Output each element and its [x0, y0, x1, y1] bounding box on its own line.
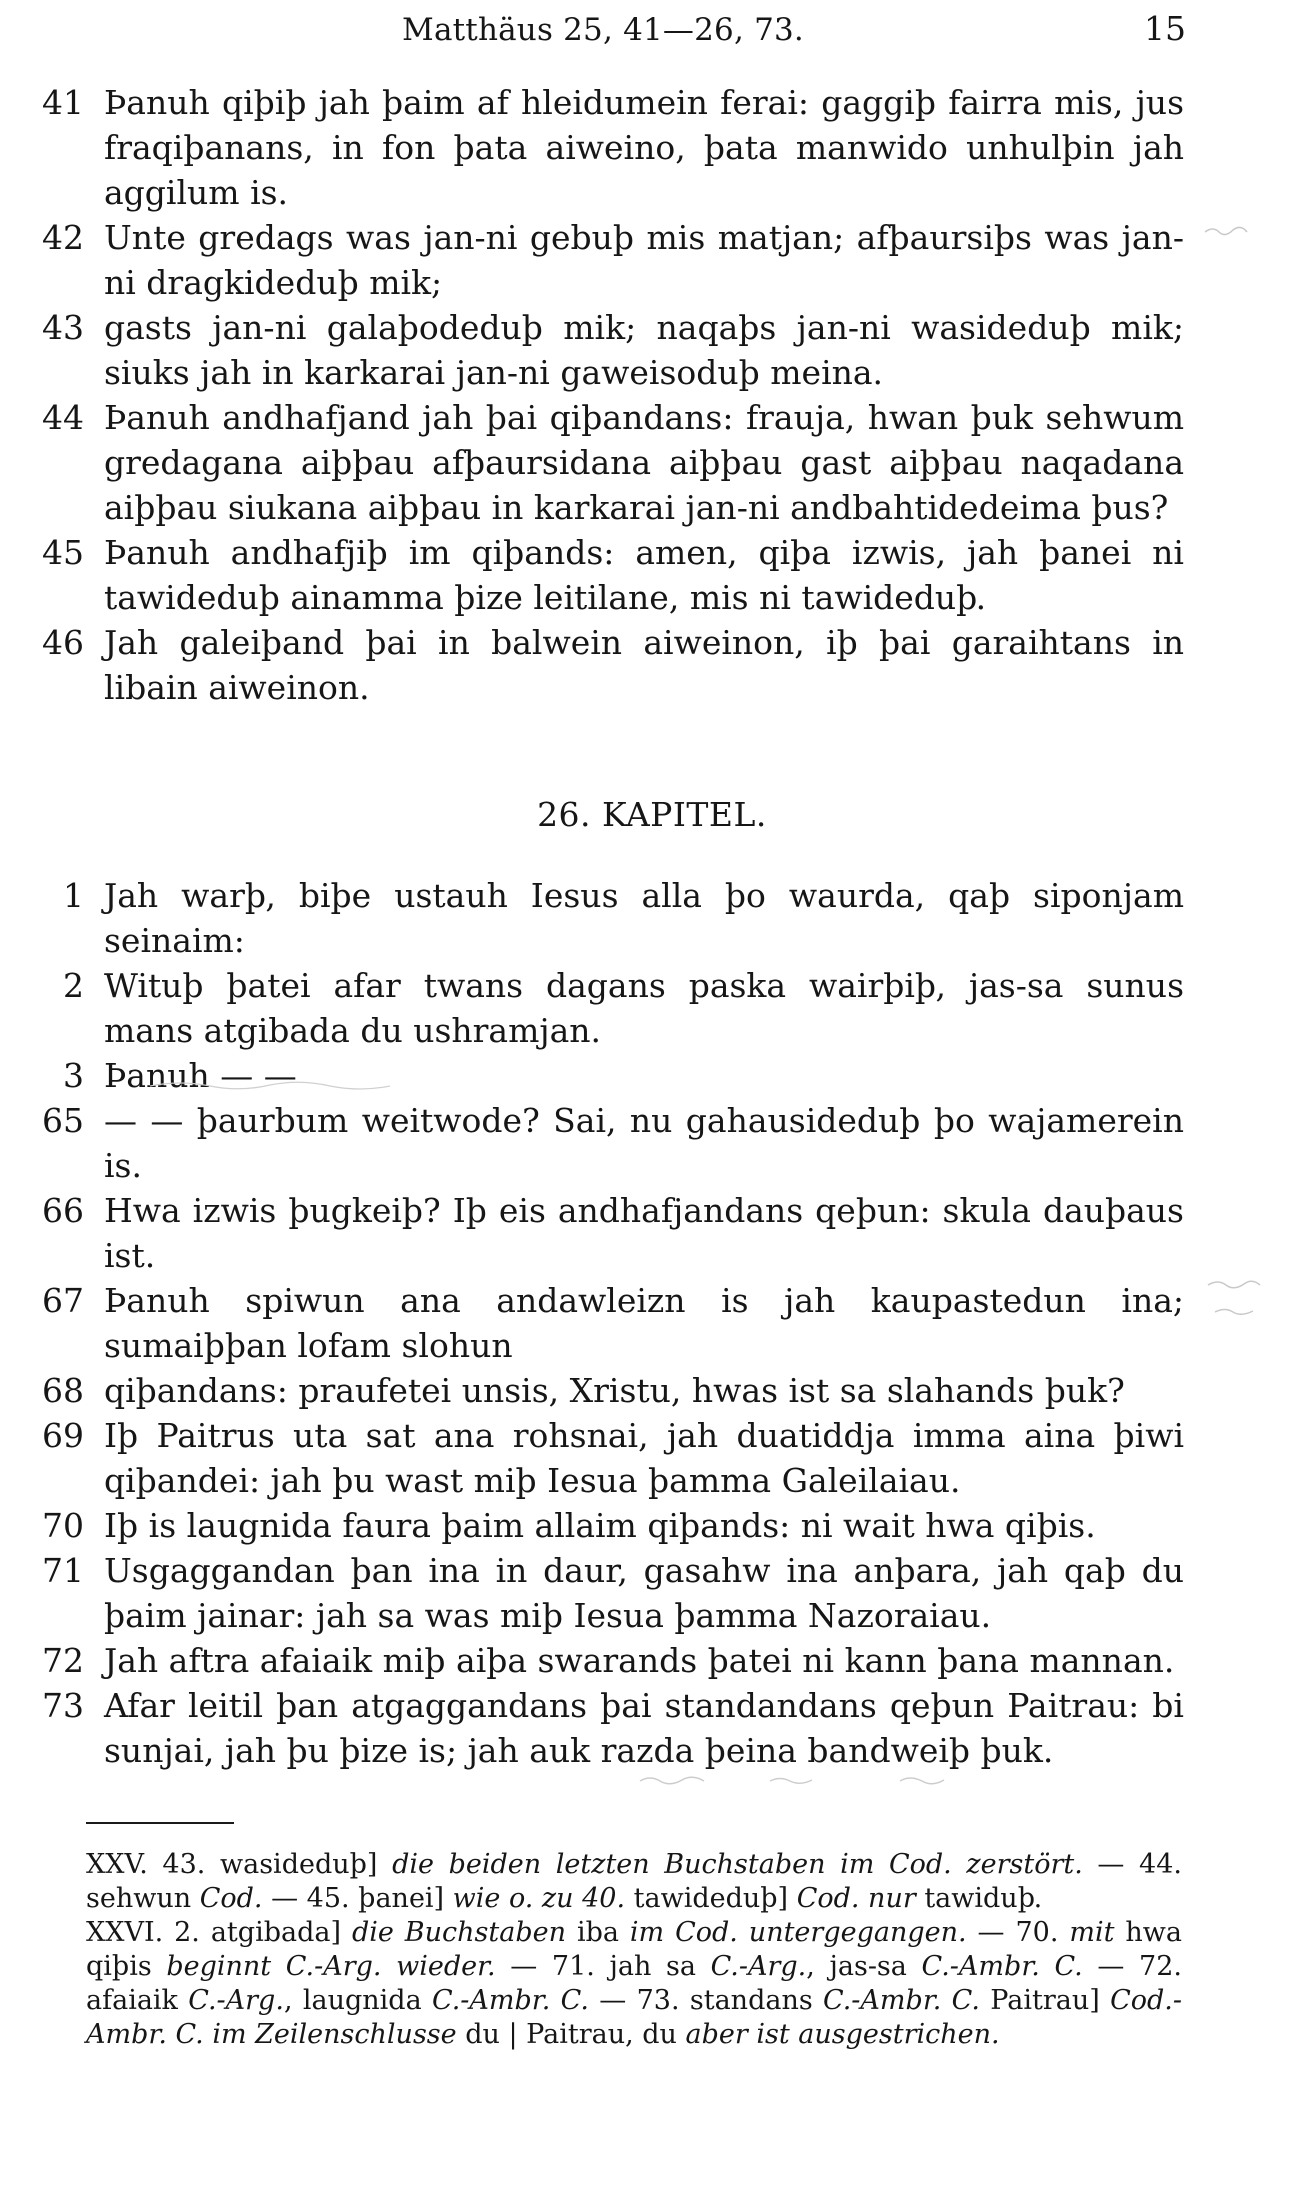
- verse-number: 43: [42, 308, 84, 347]
- verse-text: Þanuh qiþiþ jah þaim af hleidumein ferai: gaggiþ fairra mis, jus fraqiþanans, in fon þata aiweino, þata manwido unhulþin jah aggilum is.: [104, 83, 1184, 212]
- chapter-25-verses: [0, 80, 1304, 710]
- footnote-segment: , laugnida: [283, 1985, 432, 2016]
- verse: [0, 395, 1304, 530]
- footnote-italic-segment: mit: [1069, 1917, 1115, 1948]
- verse: [0, 873, 1304, 963]
- verse-text: Usgaggandan þan ina in daur, gasahw ina anþara, jah qaþ du þaim jainar: jah sa was miþ Iesua þamma Nazoraiau.: [104, 1551, 1184, 1635]
- footnote-italic-segment: aber ist ausgestrichen.: [685, 2019, 1000, 2050]
- footnote-segment: iba: [566, 1917, 630, 1948]
- verse: [0, 1413, 1304, 1503]
- footnote-separator-rule: [86, 1822, 234, 1824]
- footnote-italic-segment: C.-Arg.: [188, 1985, 284, 2016]
- verse-number: 41: [42, 83, 84, 122]
- verse-text: Wituþ þatei afar twans dagans paska wairþiþ, jas-sa sunus mans atgibada du ushramjan.: [104, 966, 1184, 1050]
- footnote-segment: hwa qiþis: [86, 1917, 1182, 1982]
- verse: [0, 1278, 1304, 1368]
- verse-number: 67: [42, 1281, 84, 1320]
- footnote-italic-segment: C.-Ambr. C.: [921, 1951, 1083, 1982]
- verse-text: — — þaurbum weitwode? Sai, nu gahausideduþ þo wajamerein is.: [104, 1101, 1184, 1185]
- verse: [0, 530, 1304, 620]
- verse-text: Afar leitil þan atgaggandans þai standandans qeþun Paitrau: bi sunjai, jah þu þize is; jah auk razda þeina bandweiþ þuk.: [104, 1686, 1184, 1770]
- verse-text: Þanuh andhafjand jah þai qiþandans: frauja, hwan þuk sehwum gredagana aiþþau afþaursidana aiþþau gast aiþþau naqadana aiþþau siukana aiþþau in karkarai jan-ni andbahtidedeima þus?: [104, 398, 1184, 527]
- verse-number: 69: [42, 1416, 84, 1455]
- verse-text: Jah galeiþand þai in balwein aiweinon, iþ þai garaihtans in libain aiweinon.: [104, 623, 1184, 707]
- chapter-26-verses: [0, 873, 1304, 1773]
- verse-text: gasts jan-ni galaþodeduþ mik; naqaþs jan-ni wasideduþ mik; siuks jah in karkarai jan-ni gaweisoduþ meina.: [104, 308, 1184, 392]
- verse-text: Þanuh — —: [104, 1056, 297, 1095]
- page-number: 15: [1144, 9, 1186, 48]
- footnote-segment: — 44. sehwun: [86, 1849, 1182, 1914]
- verse-number: 2: [63, 966, 84, 1005]
- verse: [0, 1548, 1304, 1638]
- pencil-gloss-line: [640, 1777, 944, 1784]
- verse-text: Jah aftra afaiaik miþ aiþa swarands þatei ni kann þana mannan.: [104, 1641, 1175, 1680]
- verse: [0, 1053, 1304, 1098]
- footnote-xxvi: [32, 1916, 1182, 2052]
- footnote-segment: — 71. jah sa: [495, 1951, 711, 1982]
- footnote-italic-segment: Cod.-Ambr. C. im Zeilenschlusse: [86, 1985, 1183, 2050]
- verse-number: 42: [42, 218, 84, 257]
- footnote-segment: tawideduþ]: [625, 1883, 797, 1914]
- verse-text: Unte gredags was jan-ni gebuþ mis matjan; afþaursiþs was jan-ni dragkideduþ mik;: [104, 218, 1184, 302]
- verse: [0, 1098, 1304, 1188]
- verse: [0, 215, 1304, 305]
- footnote-segment: — 73. standans: [588, 1985, 824, 2016]
- footnote-italic-segment: C.-Ambr. C.: [823, 1985, 980, 2016]
- verse-number: 65: [42, 1101, 84, 1140]
- verse: [0, 1368, 1304, 1413]
- footnote-italic-segment: C.-Arg.: [710, 1951, 807, 1982]
- verse-number: 71: [42, 1551, 84, 1590]
- footnote-segment: XXV. 43. wasideduþ]: [86, 1849, 393, 1880]
- chapter-heading: 26. KAPITEL.: [537, 795, 767, 834]
- footnote-segment: tawiduþ.: [915, 1883, 1043, 1914]
- footnote-italic-segment: wie o. zu 40.: [452, 1883, 626, 1914]
- footnote-segment: du | Paitrau, du: [456, 2019, 686, 2050]
- footnote-italic-segment: beginnt C.-Arg. wieder.: [166, 1951, 496, 1982]
- verse-text: Jah warþ, biþe ustauh Iesus alla þo waurda, qaþ siponjam seinaim:: [104, 876, 1184, 960]
- verse: [0, 1503, 1304, 1548]
- verse: [0, 1638, 1304, 1683]
- verse: [0, 620, 1304, 710]
- verse: [0, 1188, 1304, 1278]
- verse-number: 66: [42, 1191, 84, 1230]
- footnote-xxv: [32, 1848, 1182, 1916]
- verse-number: 44: [42, 398, 84, 437]
- verse-text: Þanuh spiwun ana andawleizn is jah kaupastedun ina; sumaiþþan lofam slohun: [104, 1281, 1184, 1365]
- verse: [0, 80, 1304, 215]
- footnote-segment: XXVI. 2. atgibada]: [86, 1917, 352, 1948]
- verse-number: 73: [42, 1686, 84, 1725]
- verse-number: 72: [42, 1641, 84, 1680]
- footnote-segment: , jas-sa: [806, 1951, 922, 1982]
- footnote-segment: — 45. þanei]: [262, 1883, 453, 1914]
- footnote-segment: — 72. afaiaik: [86, 1951, 1182, 2016]
- page-header: [0, 4, 1304, 52]
- verse-text: Iþ is laugnida faura þaim allaim qiþands: ni wait hwa qiþis.: [104, 1506, 1096, 1545]
- verse-number: 68: [42, 1371, 84, 1410]
- footnotes: [32, 1848, 1182, 2052]
- verse: [0, 1683, 1304, 1773]
- verse-number: 45: [42, 533, 84, 572]
- verse-text: Þanuh andhafjiþ im qiþands: amen, qiþa izwis, jah þanei ni tawideduþ ainamma þize leitilane, mis ni tawideduþ.: [104, 533, 1184, 617]
- footnote-italic-segment: Cod. nur: [796, 1883, 916, 1914]
- verse-number: 1: [63, 876, 84, 915]
- footnote-segment: Paitrau]: [979, 1985, 1111, 2016]
- footnote-italic-segment: im Cod. untergegangen.: [629, 1917, 967, 1948]
- verse-number: 3: [63, 1056, 84, 1095]
- footnote-italic-segment: C.-Ambr. C.: [432, 1985, 589, 2016]
- verse-text: Iþ Paitrus uta sat ana rohsnai, jah duatiddja imma aina þiwi qiþandei: jah þu wast miþ Iesua þamma Galeilaiau.: [104, 1416, 1184, 1500]
- footnote-italic-segment: Cod.: [199, 1883, 263, 1914]
- verse-number: 46: [42, 623, 84, 662]
- footnote-italic-segment: die Buchstaben: [351, 1917, 566, 1948]
- verse: [0, 963, 1304, 1053]
- running-title: Matthäus 25, 41—26, 73.: [402, 12, 804, 48]
- verse-text: qiþandans: praufetei unsis, Xristu, hwas ist sa slahands þuk?: [104, 1371, 1125, 1410]
- footnote-italic-segment: die beiden letzten Buchstaben im Cod. zerstört.: [392, 1849, 1083, 1880]
- verse-number: 70: [42, 1506, 84, 1545]
- verse-text: Hwa izwis þugkeiþ? Iþ eis andhafjandans qeþun: skula dauþaus ist.: [104, 1191, 1184, 1275]
- verse: [0, 305, 1304, 395]
- footnote-segment: — 70.: [966, 1917, 1070, 1948]
